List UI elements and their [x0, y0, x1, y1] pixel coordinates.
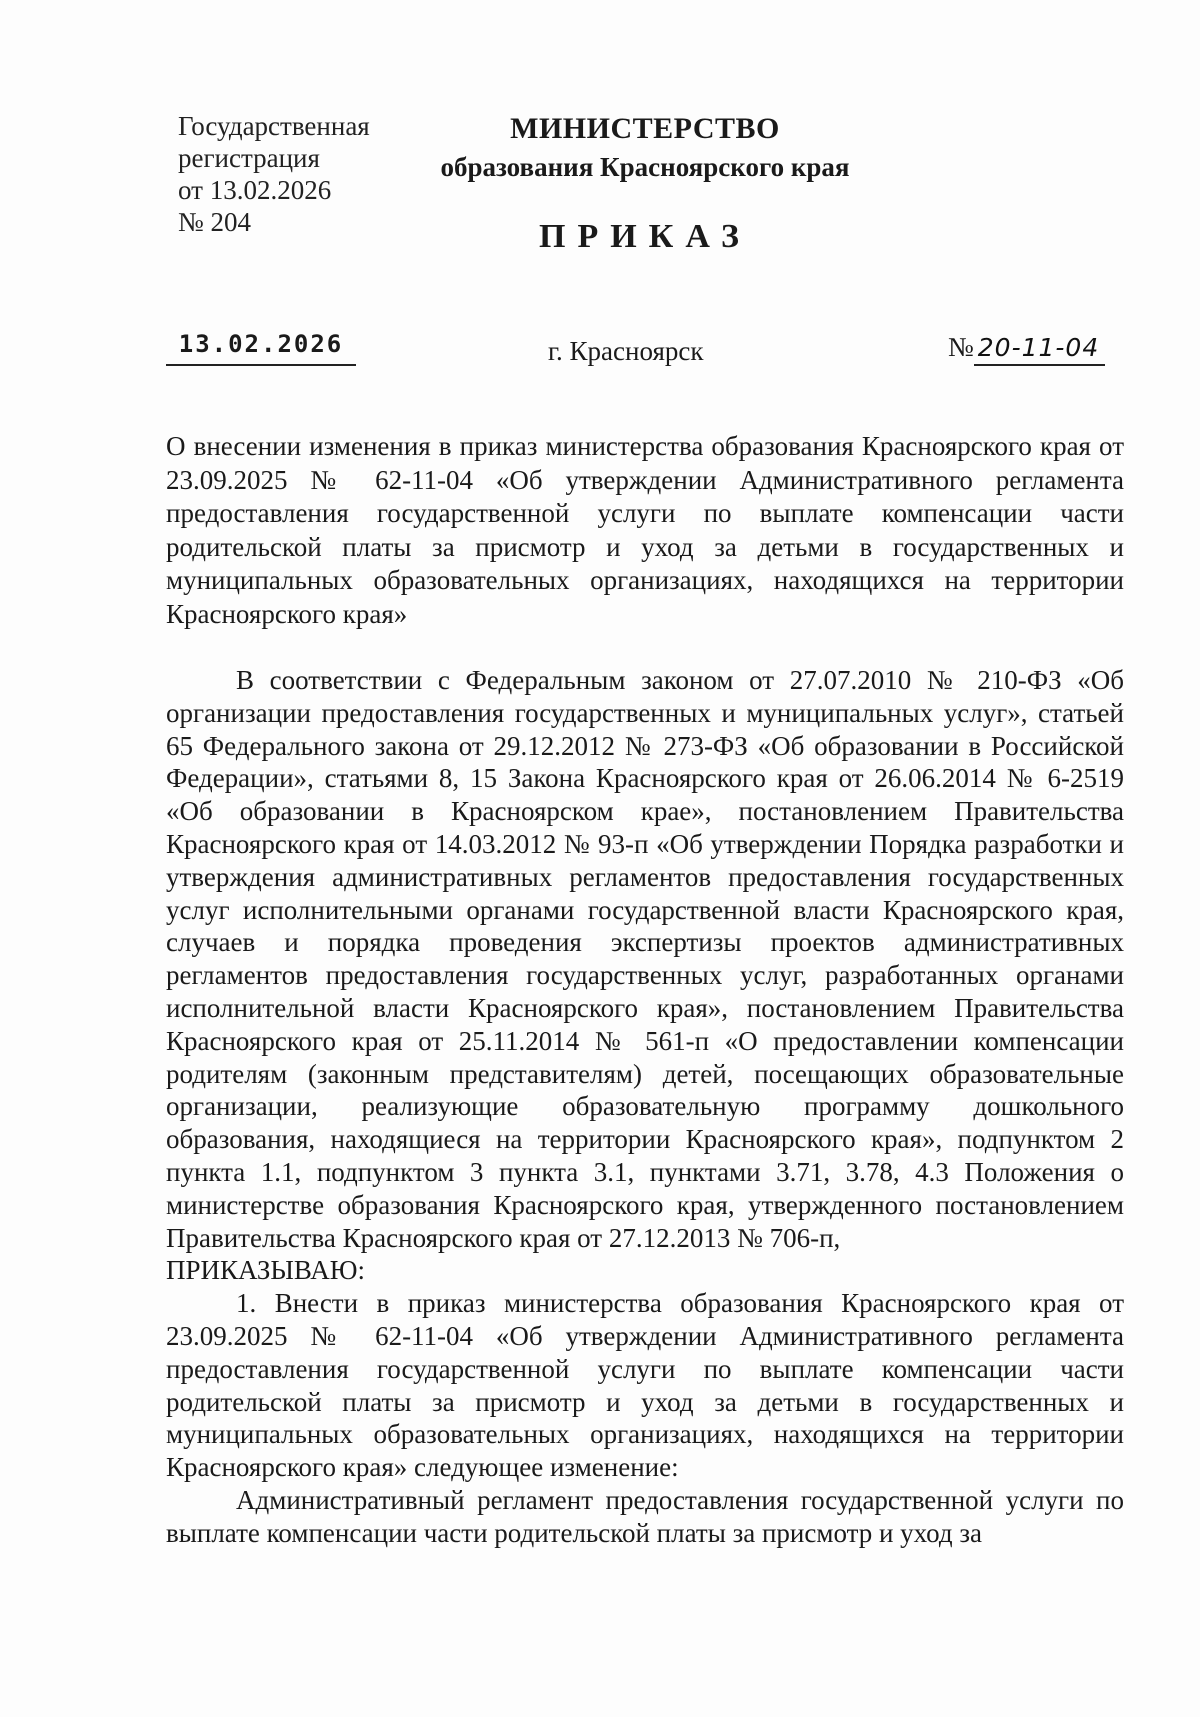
registration-line: Государственная [178, 111, 370, 141]
order-number [948, 332, 1105, 363]
registration-block [178, 110, 370, 238]
clause-paragraph-continued: Административный регламент предоставления государственной услуги по выплате компенсации части родительской платы за присмотр и уход за [166, 1484, 1124, 1548]
clause-paragraph: 1. Внести в приказ министерства образования Красноярского края от 23.09.2025 № 62-11-04 «Об утверждении Административного регламента предоставления государственной услуги по выплате компенсации части родительской платы за присмотр и уход за детьми в государственных и муниципальных образовательных организациях, находящихся на территории Красноярского края» следующее изменение: [166, 1288, 1124, 1483]
order-command: ПРИКАЗЫВАЮ: [166, 1255, 365, 1286]
document-type-title: ПРИКАЗ [539, 218, 751, 255]
ministry-subtitle: образования Красноярского края [440, 152, 850, 182]
registration-date: от 13.02.2026 [178, 175, 332, 205]
preamble-paragraph: В соответствии с Федеральным законом от 27.07.2010 № 210-ФЗ «Об организации предоставления государственных и муниципальных услуг», статьей 65 Федерального закона от 29.12.2012 № 273-ФЗ «Об образовании в Российской Федерации», статьями 8, 15 Закона Красноярского края от 26.06.2014 № 6-2519 «Об образовании в Красноярском крае», постановлением Правительства Красноярского края от 14.03.2012 № 93-п «Об утверждении Порядка разработки и утверждения административных регламентов предоставления государственных услуг исполнительными органами государственной власти Красноярского края, случаев и порядка проведения экспертизы проектов административных регламентов предоставления государственных услуг, разработанных органами исполнительной власти Красноярского края», постановлением Правительства Красноярского края от 25.11.2014 № 561-п «О предоставлении компенсации родителям (законным представителям) детей, посещающих образовательные организации, реализующие образовательную программу дошкольного образования, находящиеся на территории Красноярского края», подпунктом 2 пункта 1.1, подпунктом 3 пункта 3.1, пунктами 3.71, 3.78, 4.3 Положения о министерстве образования Красноярского края, утвержденного постановлением Правительства Красноярского края от 27.12.2013 № 706-п, [166, 665, 1124, 1253]
registration-line: регистрация [178, 143, 320, 173]
order-date-stamp: 13.02.2026 [166, 330, 356, 366]
order-subject: О внесении изменения в приказ министерства образования Красноярского края от 23.09.2025 № 62-11-04 «Об утверждении Административного регламента предоставления государственной услуги по выплате компенсации части родительской платы за присмотр и уход за детьми в государственных и муниципальных образовательных организациях, находящихся на территории Красноярского края» [166, 431, 1124, 629]
registration-number: № 204 [178, 207, 252, 237]
order-number-prefix: № [948, 332, 974, 362]
order-city: г. Красноярск [548, 336, 704, 366]
ministry-header [380, 112, 910, 184]
order-number-handwritten: 20-11-04 [974, 333, 1105, 366]
order-body [166, 664, 1124, 1550]
ministry-title: МИНИСТЕРСТВО [510, 112, 780, 145]
